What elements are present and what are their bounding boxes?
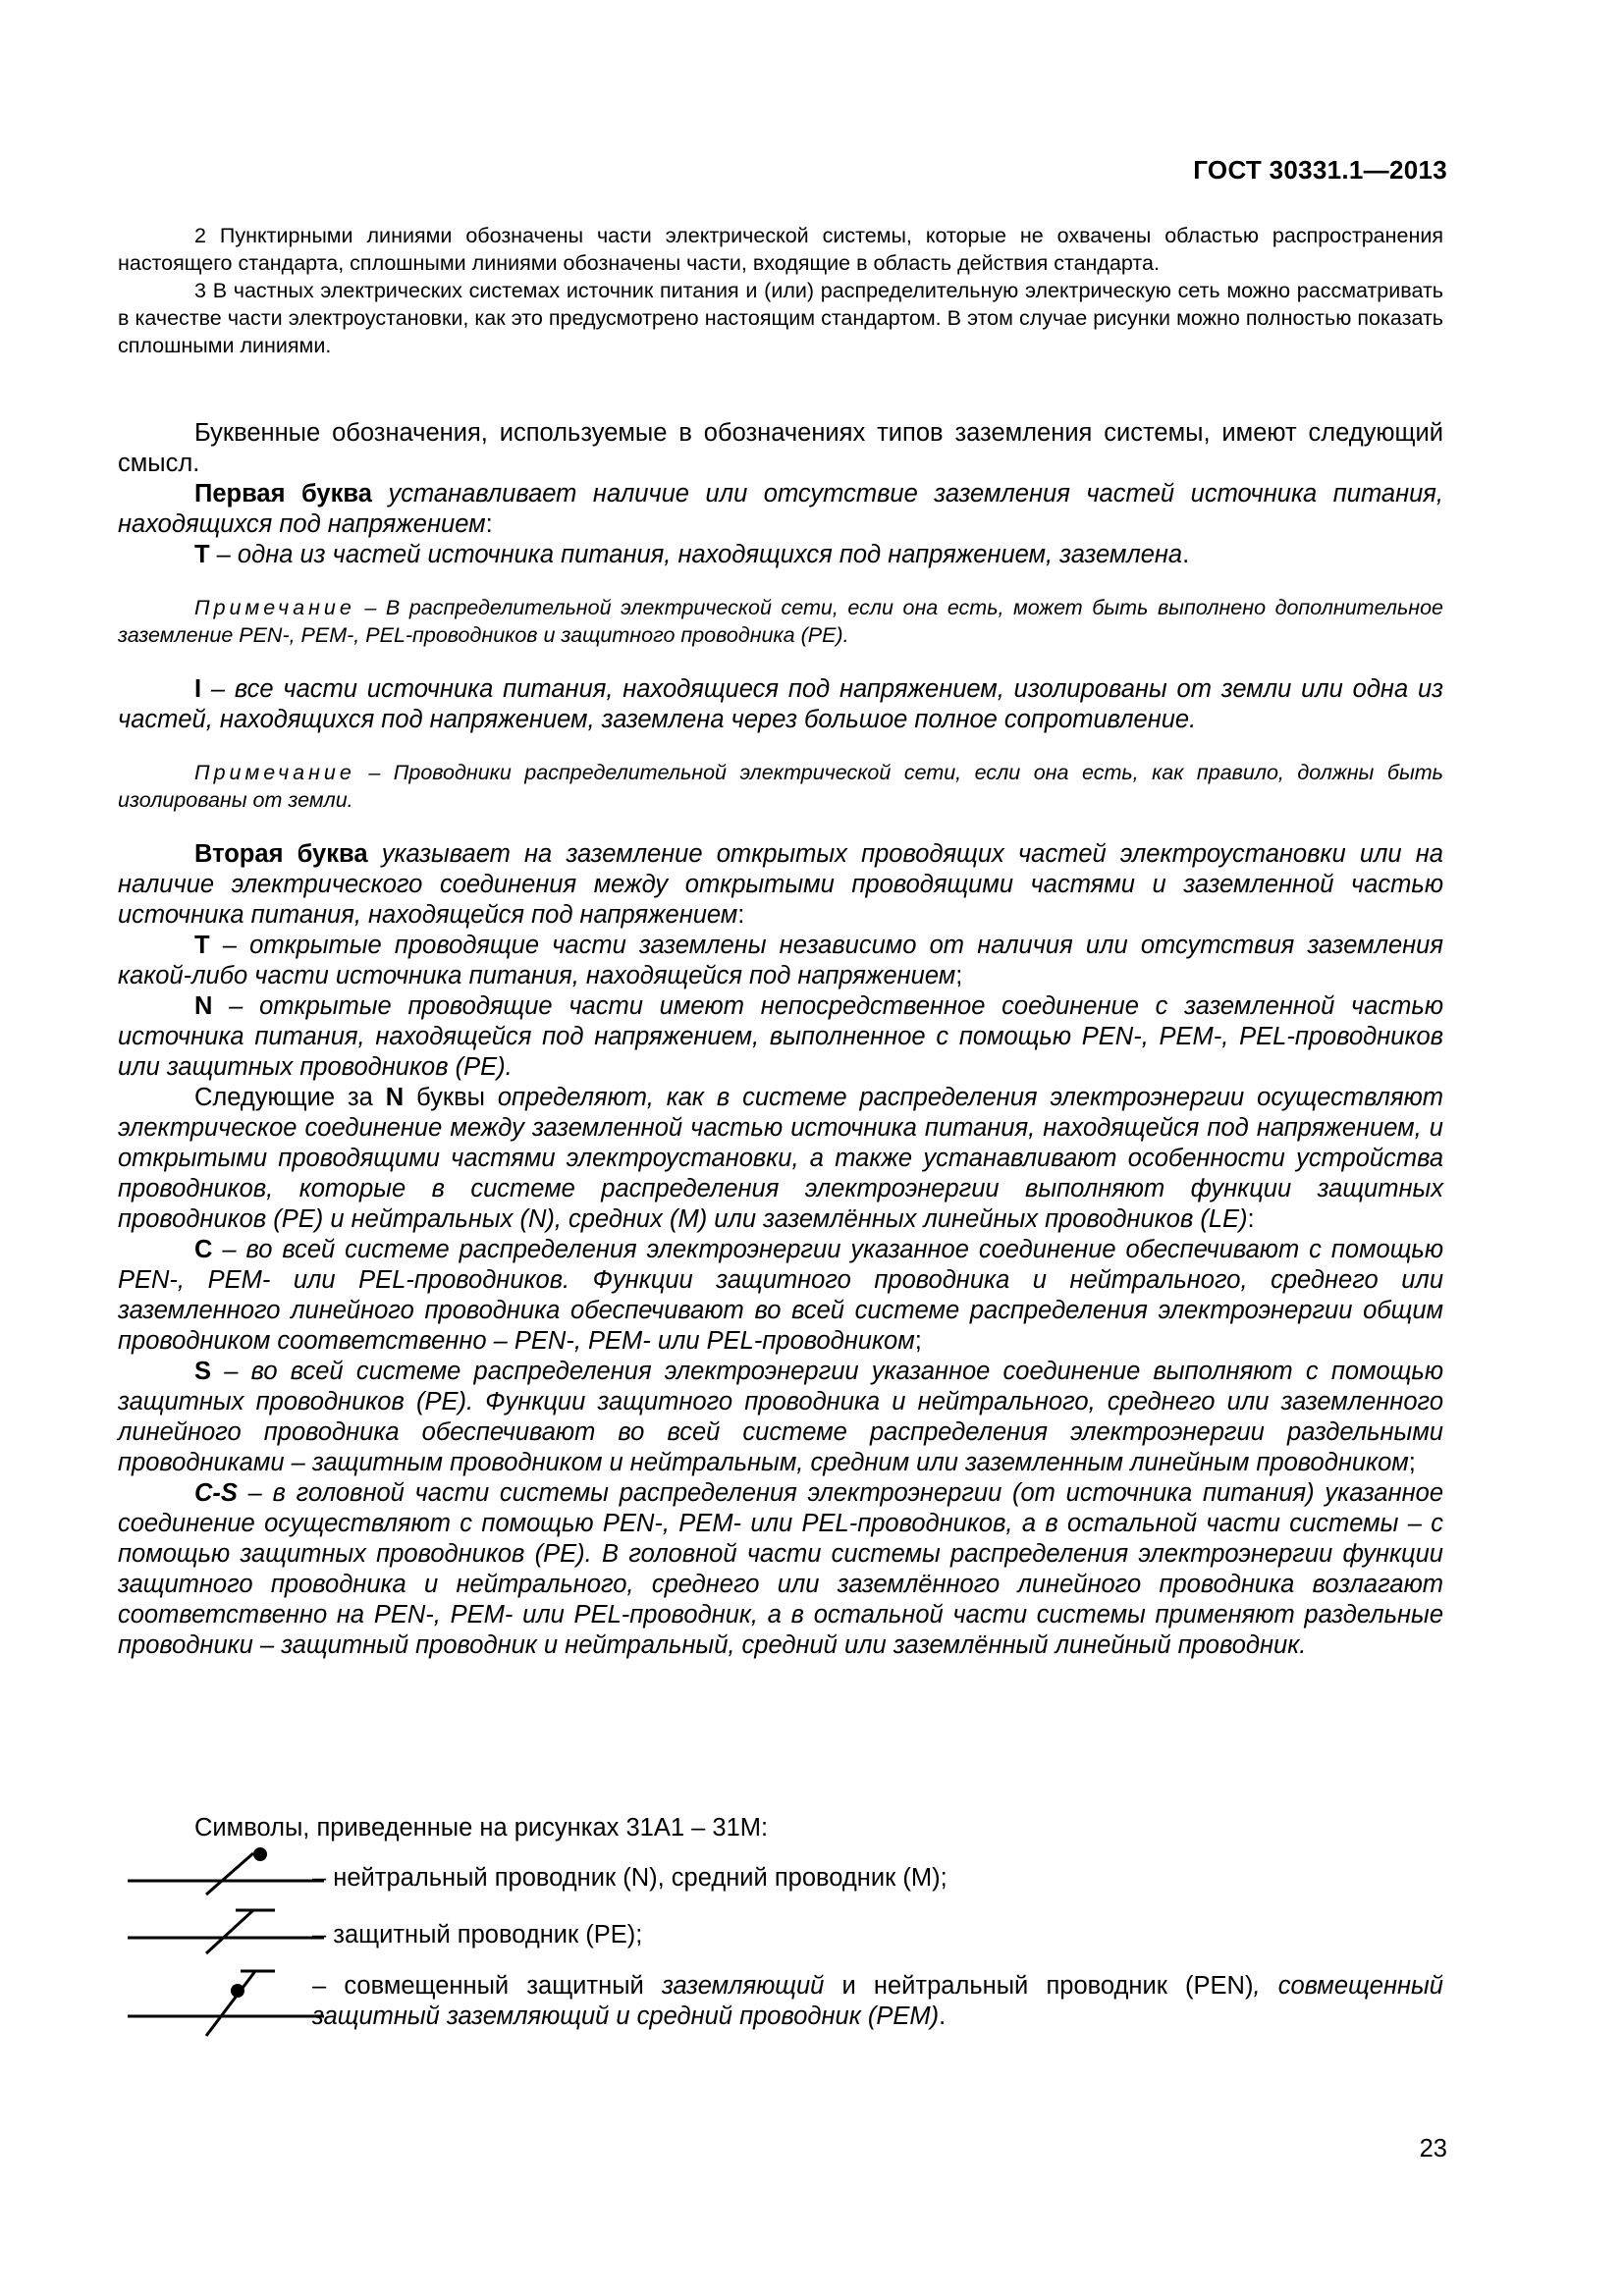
letter-T: T: [194, 541, 210, 568]
letter-I: I: [194, 675, 202, 703]
note-2-italic: [118, 759, 1443, 814]
period: .: [1182, 541, 1190, 568]
pen-pre: – совмещенный защитный: [312, 1972, 662, 2000]
note-3: 3 В частных электрических системах источник питания и (или) распределительную электрическую сеть можно рассматривать в качестве части электроустановки, как это предусмотрено настоящим стандартом. В этом случае рисунки можно полностью показать сплошными линиями.: [118, 279, 1443, 357]
pen-conductor-symbol-icon: [128, 1961, 324, 2040]
note-1: [118, 594, 1443, 649]
colon: :: [737, 901, 745, 929]
letter-S-text: – во всей системе распределения электроэнергии указанное соединение выполняют с помощью защитных проводников (PE). Функции защитного проводника и нейтрального, среднего или заземленного линейного проводника обеспечивают во всей системе распределения электроэнергии раздельными проводниками – защитным проводником и нейтральным, средним или заземленным линейным проводником: [118, 1358, 1443, 1476]
letter-N: N: [385, 1084, 405, 1111]
following-mid: буквы: [404, 1084, 498, 1111]
colon: :: [485, 510, 493, 538]
following-pre: Следующие за: [194, 1084, 386, 1111]
pen-end: .: [939, 2002, 947, 2030]
main-body: [118, 418, 1443, 1661]
second-letter-N: [118, 991, 1443, 1083]
symbol-label-pen: [312, 1971, 1443, 2032]
second-letter-label: Вторая буква: [194, 840, 368, 868]
letter-C-paragraph: [118, 1235, 1443, 1357]
colon: :: [1247, 1205, 1255, 1233]
neutral-conductor-symbol-icon: [128, 1845, 324, 1896]
semicolon: ;: [914, 1327, 922, 1355]
letter-N: N: [194, 992, 213, 1020]
letter-C-text: – во всей системе распределения электроэнергии указанное соединение обеспечивают с помощью PEN-, PEM- или PEL-проводников. Функции защитного проводника и нейтрального, среднего или заземленного линейного проводника обеспечивают во всей системе распределения электроэнергии общим проводником соответственно – PEN-, PEM- или PEL-проводником: [118, 1236, 1443, 1355]
pen-mid: и нейтральный проводник (PEN): [824, 1972, 1254, 2000]
first-letter-text: устанавливает наличие или отсутствие заземления частей источника питания, находящихся под напряжением: [118, 480, 1443, 538]
letter-I-text: – все части источника питания, находящиеся под напряжением, изолированы от земли или одна из частей, находящихся под напряжением, заземлена через большое полное сопротивление.: [118, 675, 1443, 733]
letter-T-text: – открытые проводящие части заземлены независимо от наличия или отсутствия заземления какой-либо части источника питания, находящейся под напряжением: [118, 932, 1443, 989]
second-letter-paragraph: [118, 839, 1443, 931]
protective-conductor-symbol-icon: [128, 1904, 324, 1955]
symbol-row-protective: [118, 1904, 1443, 1953]
second-letter-text: указывает на заземление открытых проводящих частей электроустановки или на наличие электрического соединения между открытыми проводящими частями и заземленной частью источника питания, находящейся под напряжением: [118, 840, 1443, 929]
intro-notes: [118, 222, 1443, 359]
letter-C-S-text: – в головной части системы распределения электроэнергии (от источника питания) указанное соединение осуществляют с помощью PEN-, PEM- или PEL-проводников, а в остальной части системы – с помощью защитных проводников (PE). В головной части системы распределения электроэнергии функции защитного проводника и нейтрального, среднего или заземлённого линейного проводника возлагают соответственно на PEN-, PEM- или PEL-проводник, а в остальной части системы применяют раздельные проводники – защитный проводник и нейтральный, средний или заземлённый линейный проводник.: [118, 1479, 1443, 1659]
note-text: – Проводники распределительной электрической сети, если она есть, как правило, должны быть изолированы от земли.: [118, 761, 1443, 812]
letter-C: C: [194, 1236, 213, 1263]
letter-S-paragraph: [118, 1357, 1443, 1478]
note-label: Примечание: [194, 596, 355, 619]
letter-T: T: [194, 932, 210, 959]
pen-italic-2: , совмещенный защитный заземляющий и средний проводник (PEM): [312, 1972, 1443, 2030]
note-2: 2 Пунктирными линиями обозначены части электрической системы, которые не охвачены областью распространения настоящего стандарта, сплошными линиями обозначены части, входящие в область действия стандарта.: [118, 224, 1443, 275]
following-letters-paragraph: [118, 1083, 1443, 1235]
letter-T-text: – одна из частей источника питания, находящихся под напряжением, заземлена: [209, 541, 1183, 568]
first-letter-paragraph: [118, 479, 1443, 540]
note-text: – В распределительной электрической сети, если она есть, может быть выполнено дополнительное заземление PEN-, PEM-, PEL-проводников и защитного проводника (PE).: [118, 596, 1443, 647]
page-number: 23: [1419, 2135, 1447, 2163]
letter-C-S: C-S: [194, 1479, 238, 1507]
symbols-intro: Символы, приведенные на рисунках 31А1 – 31М:: [194, 1814, 769, 1842]
following-text: определяют, как в системе распределения электроэнергии осуществляют электрическое соединение между заземленной частью источника питания, находящейся под напряжением, и открытыми проводящими частями электроустановки, а также устанавливают особенности устройства проводников, которые в системе распределения электроэнергии выполняют функции защитных проводников (PE) и нейтральных (N), средних (M) или заземлённых линейных проводников (LE): [118, 1084, 1444, 1233]
symbol-row-neutral: [118, 1845, 1443, 1895]
symbol-row-pen: [118, 1961, 1443, 2040]
first-letter-T: [118, 540, 1443, 570]
document-code-header: ГОСТ 30331.1—2013: [1193, 155, 1447, 185]
symbol-label-neutral: – нейтральный проводник (N), средний проводник (M);: [312, 1864, 947, 1892]
pen-italic-1: заземляющий: [661, 1972, 825, 2000]
first-letter-I: [118, 674, 1443, 735]
note-label: Примечание: [194, 761, 355, 784]
letter-N-text: – открытые проводящие части имеют непосредственное соединение с заземленной частью источника питания, находящейся под напряжением, выполненное с помощью PEN-, PEM-, PEL-проводников или защитных проводников (PE).: [118, 992, 1443, 1081]
intro-paragraph: Буквенные обозначения, используемые в обозначениях типов заземления системы, имеют следующий смысл.: [118, 419, 1443, 477]
letter-S: S: [194, 1358, 212, 1385]
semicolon: ;: [955, 962, 963, 989]
second-letter-T: [118, 931, 1443, 991]
symbol-label-protective: – защитный проводник (PE);: [312, 1921, 643, 1949]
semicolon: ;: [1408, 1449, 1416, 1476]
first-letter-label: Первая буква: [194, 480, 372, 507]
letter-CS-paragraph: [118, 1478, 1443, 1661]
